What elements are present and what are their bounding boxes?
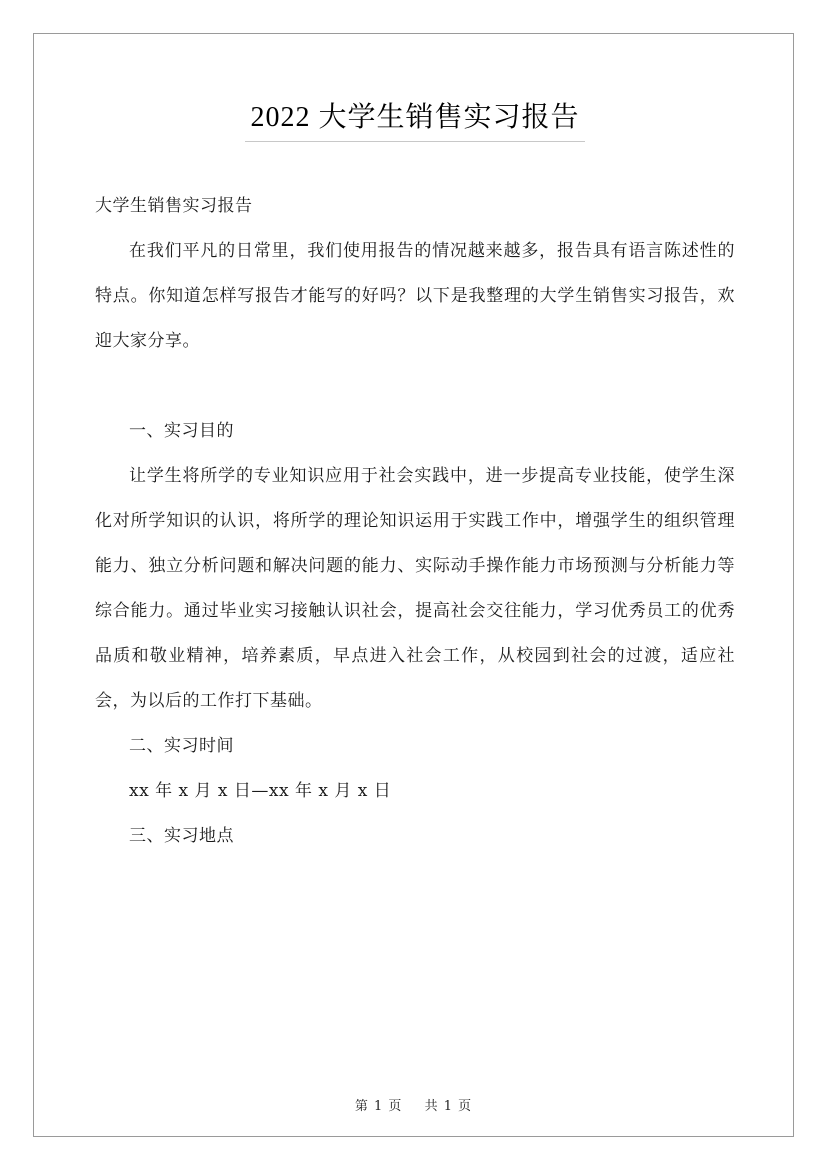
page-footer bbox=[0, 1095, 827, 1114]
document-content bbox=[95, 85, 735, 859]
section-body-2: xx 年 x 月 x 日—xx 年 x 月 x 日 bbox=[129, 781, 392, 801]
paragraph-subtitle: 大学生销售实习报告 bbox=[95, 196, 253, 216]
footer-current-page: 第 1 页 bbox=[354, 1099, 403, 1114]
page-title: 2022 大学生销售实习报告 bbox=[250, 102, 580, 133]
title-underline bbox=[245, 141, 585, 142]
section-heading-2: 二、实习时间 bbox=[129, 736, 234, 756]
section-body-1: 让学生将所学的专业知识应用于社会实践中，进一步提高专业技能，使学生深化对所学知识的认识，将所学的理论知识运用于实践工作中，增强学生的组织管理能力、独立分析问题和解决问题的能力、实际动手操作能力市场预测与分析能力等综合能力。通过毕业实习接触认识社会，提高社会交往能力，学习优秀员工的优秀品质和敬业精神，培养素质，早点进入社会工作，从校园到社会的过渡，适应社会，为以后的工作打下基础。 bbox=[95, 466, 735, 711]
section-heading-3: 三、实习地点 bbox=[129, 826, 234, 846]
paragraph-intro: 在我们平凡的日常里，我们使用报告的情况越来越多，报告具有语言陈述性的特点。你知道怎样写报告才能写的好吗？以下是我整理的大学生销售实习报告，欢迎大家分享。 bbox=[95, 241, 735, 351]
section-heading-1: 一、实习目的 bbox=[129, 421, 234, 441]
paragraph-spacer bbox=[95, 364, 735, 409]
footer-total-pages: 共 1 页 bbox=[424, 1099, 473, 1114]
